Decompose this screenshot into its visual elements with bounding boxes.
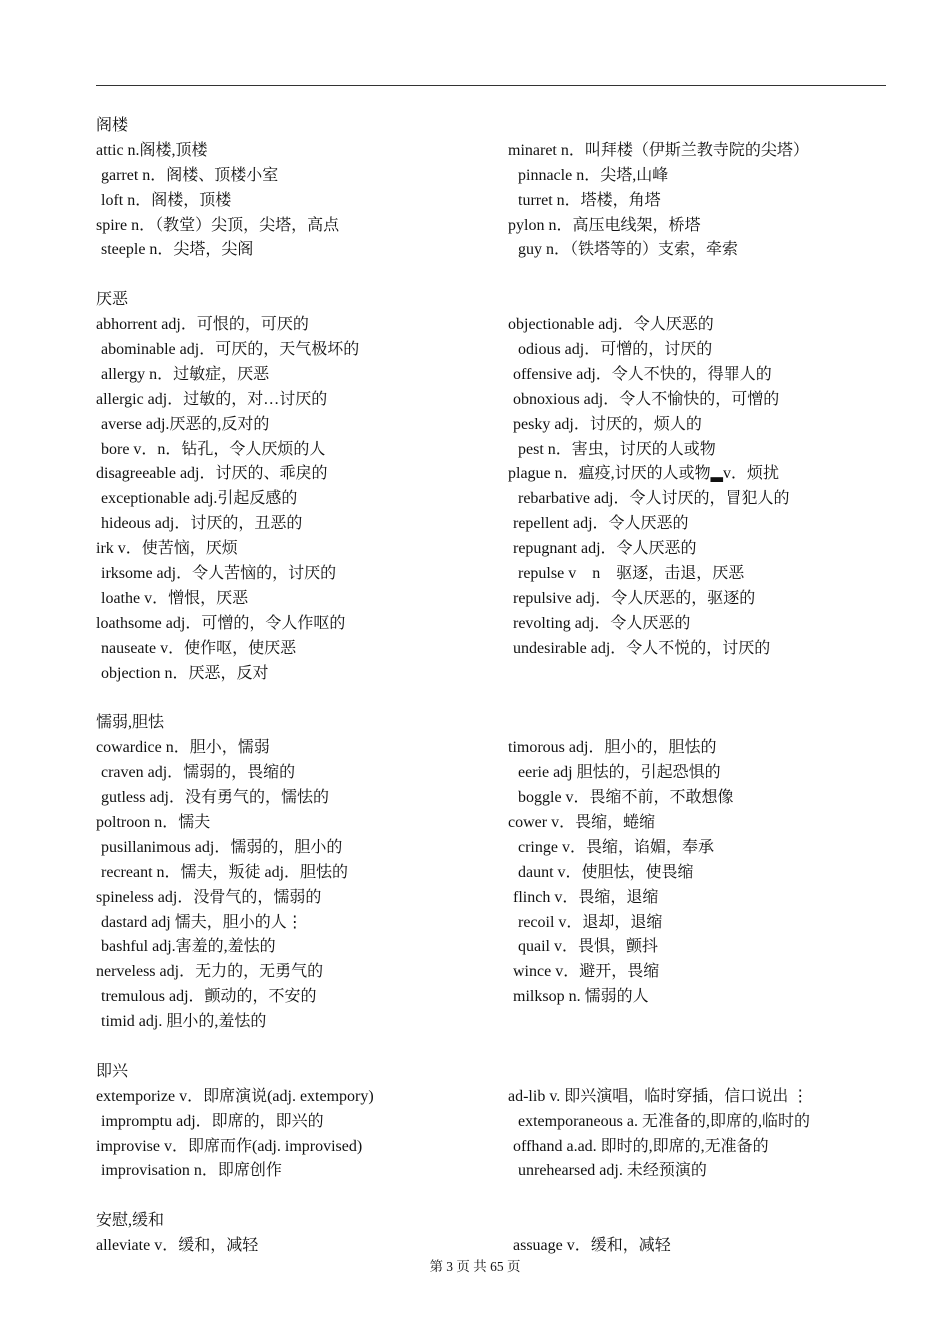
entry-right: ad-lib v. 即兴演唱，临时穿插，信口说出 ⋮ [508,1087,809,1105]
entry-right: cower v．畏缩，蜷缩 [508,813,656,831]
entry-right: unrehearsed adj. 未经预演的 [518,1162,707,1180]
entry-left: spire n．（教堂）尖顶，尖塔，高点 [96,216,340,234]
entry-right: repulse v n 驱逐，击退，厌恶 [518,565,745,583]
entry-left: nerveless adj．无力的，无勇气的 [96,963,324,981]
page-footer: 第 3 页 共 65 页 [429,1259,521,1274]
entry-left: irksome adj．令人苦恼的，讨厌的 [101,565,337,583]
entry-row [96,861,886,886]
entry-left: cowardice n．胆小，懦弱 [96,739,270,757]
entry-left: bore v．n．钻孔，令人厌烦的人 [101,440,326,458]
entry-right: boggle v．畏缩不前，不敢想像 [518,789,734,807]
entry-left: objection n．厌恶，反对 [101,664,269,682]
entry-left: steeple n．尖塔，尖阁 [101,241,254,259]
entry-row [96,413,886,438]
entry-row [96,388,886,413]
entry-row [96,811,886,836]
entry-left: spineless adj．没骨气的，懦弱的 [96,888,322,906]
entry-row [96,512,886,537]
entry-left: loathe v．憎恨，厌恶 [101,589,249,607]
entry-left: nauseate v．使作呕，使厌恶 [101,639,297,657]
entry-row [96,462,886,487]
entry-right: revolting adj．令人厌恶的 [513,614,691,632]
entry-row [96,736,886,761]
entry-left: alleviate v．缓和，减轻 [96,1237,259,1255]
entry-left: attic n.阁楼,顶楼 [96,141,208,159]
entry-left: recreant n．懦夫，叛徒 adj．胆怯的 [101,863,349,881]
vocab-section [96,114,886,263]
entry-left: abhorrent adj．可恨的，可厌的 [96,316,309,334]
entry-row [96,662,886,687]
entry-left: abominable adj．可厌的，天气极坏的 [101,341,360,359]
entry-left: gutless adj．没有勇气的，懦怯的 [101,789,329,807]
entry-right: recoil v．退却，退缩 [518,913,663,931]
section-title: 阁楼 [96,117,129,134]
entry-right: timorous adj．胆小的，胆怯的 [508,739,717,757]
entry-left: tremulous adj．颤动的，不安的 [101,988,317,1006]
entry-right [513,662,886,687]
entry-row [96,438,886,463]
entry-left: averse adj.厌恶的,反对的 [101,415,270,433]
entry-right: pesky adj．讨厌的，烦人的 [513,415,702,433]
entry-right: guy n．（铁塔等的）支索，牵索 [518,241,739,259]
entry-row [96,1010,886,1035]
entry-row [96,836,886,861]
entry-row [96,786,886,811]
entry-right: odious adj．可憎的，讨厌的 [518,341,713,359]
entry-row [96,886,886,911]
entry-row [96,612,886,637]
entry-right: cringe v．畏缩，谄媚，奉承 [518,838,714,856]
entry-row [96,1110,886,1135]
entry-right: flinch v．畏缩，退缩 [513,888,659,906]
entry-right: rebarbative adj．令人讨厌的，冒犯人的 [518,490,790,508]
entry-right: milksop n. 懦弱的人 [513,988,649,1006]
entry-right: offhand a.ad. 即时的,即席的,无准备的 [513,1137,769,1155]
entry-left: loft n．阁楼，顶楼 [101,191,232,209]
vocab-section [96,288,886,686]
entry-right: daunt v．使胆怯，使畏缩 [518,863,694,881]
entry-right: eerie adj 胆怯的，引起恐惧的 [518,764,721,782]
entry-right: quail v．畏惧，颤抖 [518,938,658,956]
vocab-section [96,711,886,1035]
entry-row [96,1085,886,1110]
entry-left: craven adj．懦弱的，畏缩的 [101,764,296,782]
entry-left: allergic adj．过敏的，对…讨厌的 [96,390,328,408]
entry-row [96,1234,886,1259]
section-title: 即兴 [96,1062,129,1080]
entry-row [96,761,886,786]
entry-left: improvise v．即席而作(adj. improvised) [96,1137,363,1155]
entry-right: plague n．瘟疫,讨厌的人或物▂v．烦扰 [508,465,779,483]
entry-row [96,189,886,214]
entry-row [96,1135,886,1160]
entry-left: improvisation n．即席创作 [101,1162,282,1180]
entry-left: extemporize v．即席演说(adj. extempory) [96,1087,374,1105]
entry-row [96,911,886,936]
header-rule [96,85,886,86]
entry-row [96,637,886,662]
section-title: 厌恶 [96,291,129,309]
entry-right: pinnacle n．尖塔,山峰 [518,166,669,184]
entry-right: undesirable adj．令人不悦的，讨厌的 [513,639,771,657]
entry-row [96,1159,886,1184]
entry-left: exceptionable adj.引起反感的 [101,490,298,508]
entry-right: wince v．避开，畏缩 [513,963,660,981]
entry-row [96,487,886,512]
entry-row [96,960,886,985]
entry-row [96,139,886,164]
entry-row [96,562,886,587]
entry-left: poltroon n．懦夫 [96,813,211,831]
entry-left: dastard adj 懦夫，胆小的人⋮ [101,913,303,931]
entry-left: garret n．阁楼、顶楼小室 [101,166,279,184]
entry-left: timid adj. 胆小的,羞怯的 [101,1013,267,1031]
entry-row [96,985,886,1010]
vocab-section [96,1060,886,1184]
entry-right: assuage v．缓和，减轻 [513,1237,671,1255]
entry-right: turret n．塔楼，角塔 [518,191,661,209]
entry-row [96,214,886,239]
entry-left: disagreeable adj．讨厌的、乖戾的 [96,465,328,483]
entry-row [96,238,886,263]
entry-right: objectionable adj．令人厌恶的 [508,316,714,334]
entry-right: pest n．害虫，讨厌的人或物 [518,440,716,458]
entry-right: repellent adj．令人厌恶的 [513,515,689,533]
entry-row [96,338,886,363]
entry-left: bashful adj.害羞的,羞怯的 [101,938,276,956]
entry-left: impromptu adj．即席的，即兴的 [101,1112,324,1130]
section-title: 懦弱,胆怯 [96,714,165,732]
entry-right: repugnant adj．令人厌恶的 [513,540,697,558]
entry-right: minaret n．叫拜楼（伊斯兰教寺院的尖塔） [508,141,809,159]
entry-row [96,164,886,189]
entry-left: allergy n．过敏症，厌恶 [101,365,270,383]
entry-row [96,537,886,562]
entry-left: loathsome adj．可憎的，令人作呕的 [96,614,346,632]
entry-right: offensive adj．令人不快的，得罪人的 [513,365,772,383]
entry-row [96,935,886,960]
entry-row [96,587,886,612]
entry-left: irk v．使苦恼，厌烦 [96,540,238,558]
entry-left: hideous adj．讨厌的，丑恶的 [101,515,303,533]
section-title: 安慰,缓和 [96,1212,165,1230]
entry-left: pusillanimous adj．懦弱的，胆小的 [101,838,343,856]
entry-right [513,1010,886,1035]
entry-row [96,313,886,338]
entry-right: repulsive adj．令人厌恶的，驱逐的 [513,589,756,607]
entry-right: extemporaneous a. 无准备的,即席的,临时的 [518,1112,810,1130]
entry-row [96,363,886,388]
entry-right: pylon n．高压电线架，桥塔 [508,216,701,234]
vocab-section [96,1209,886,1259]
vocabulary-content [96,114,886,1284]
entry-right: obnoxious adj．令人不愉快的，可憎的 [513,390,780,408]
